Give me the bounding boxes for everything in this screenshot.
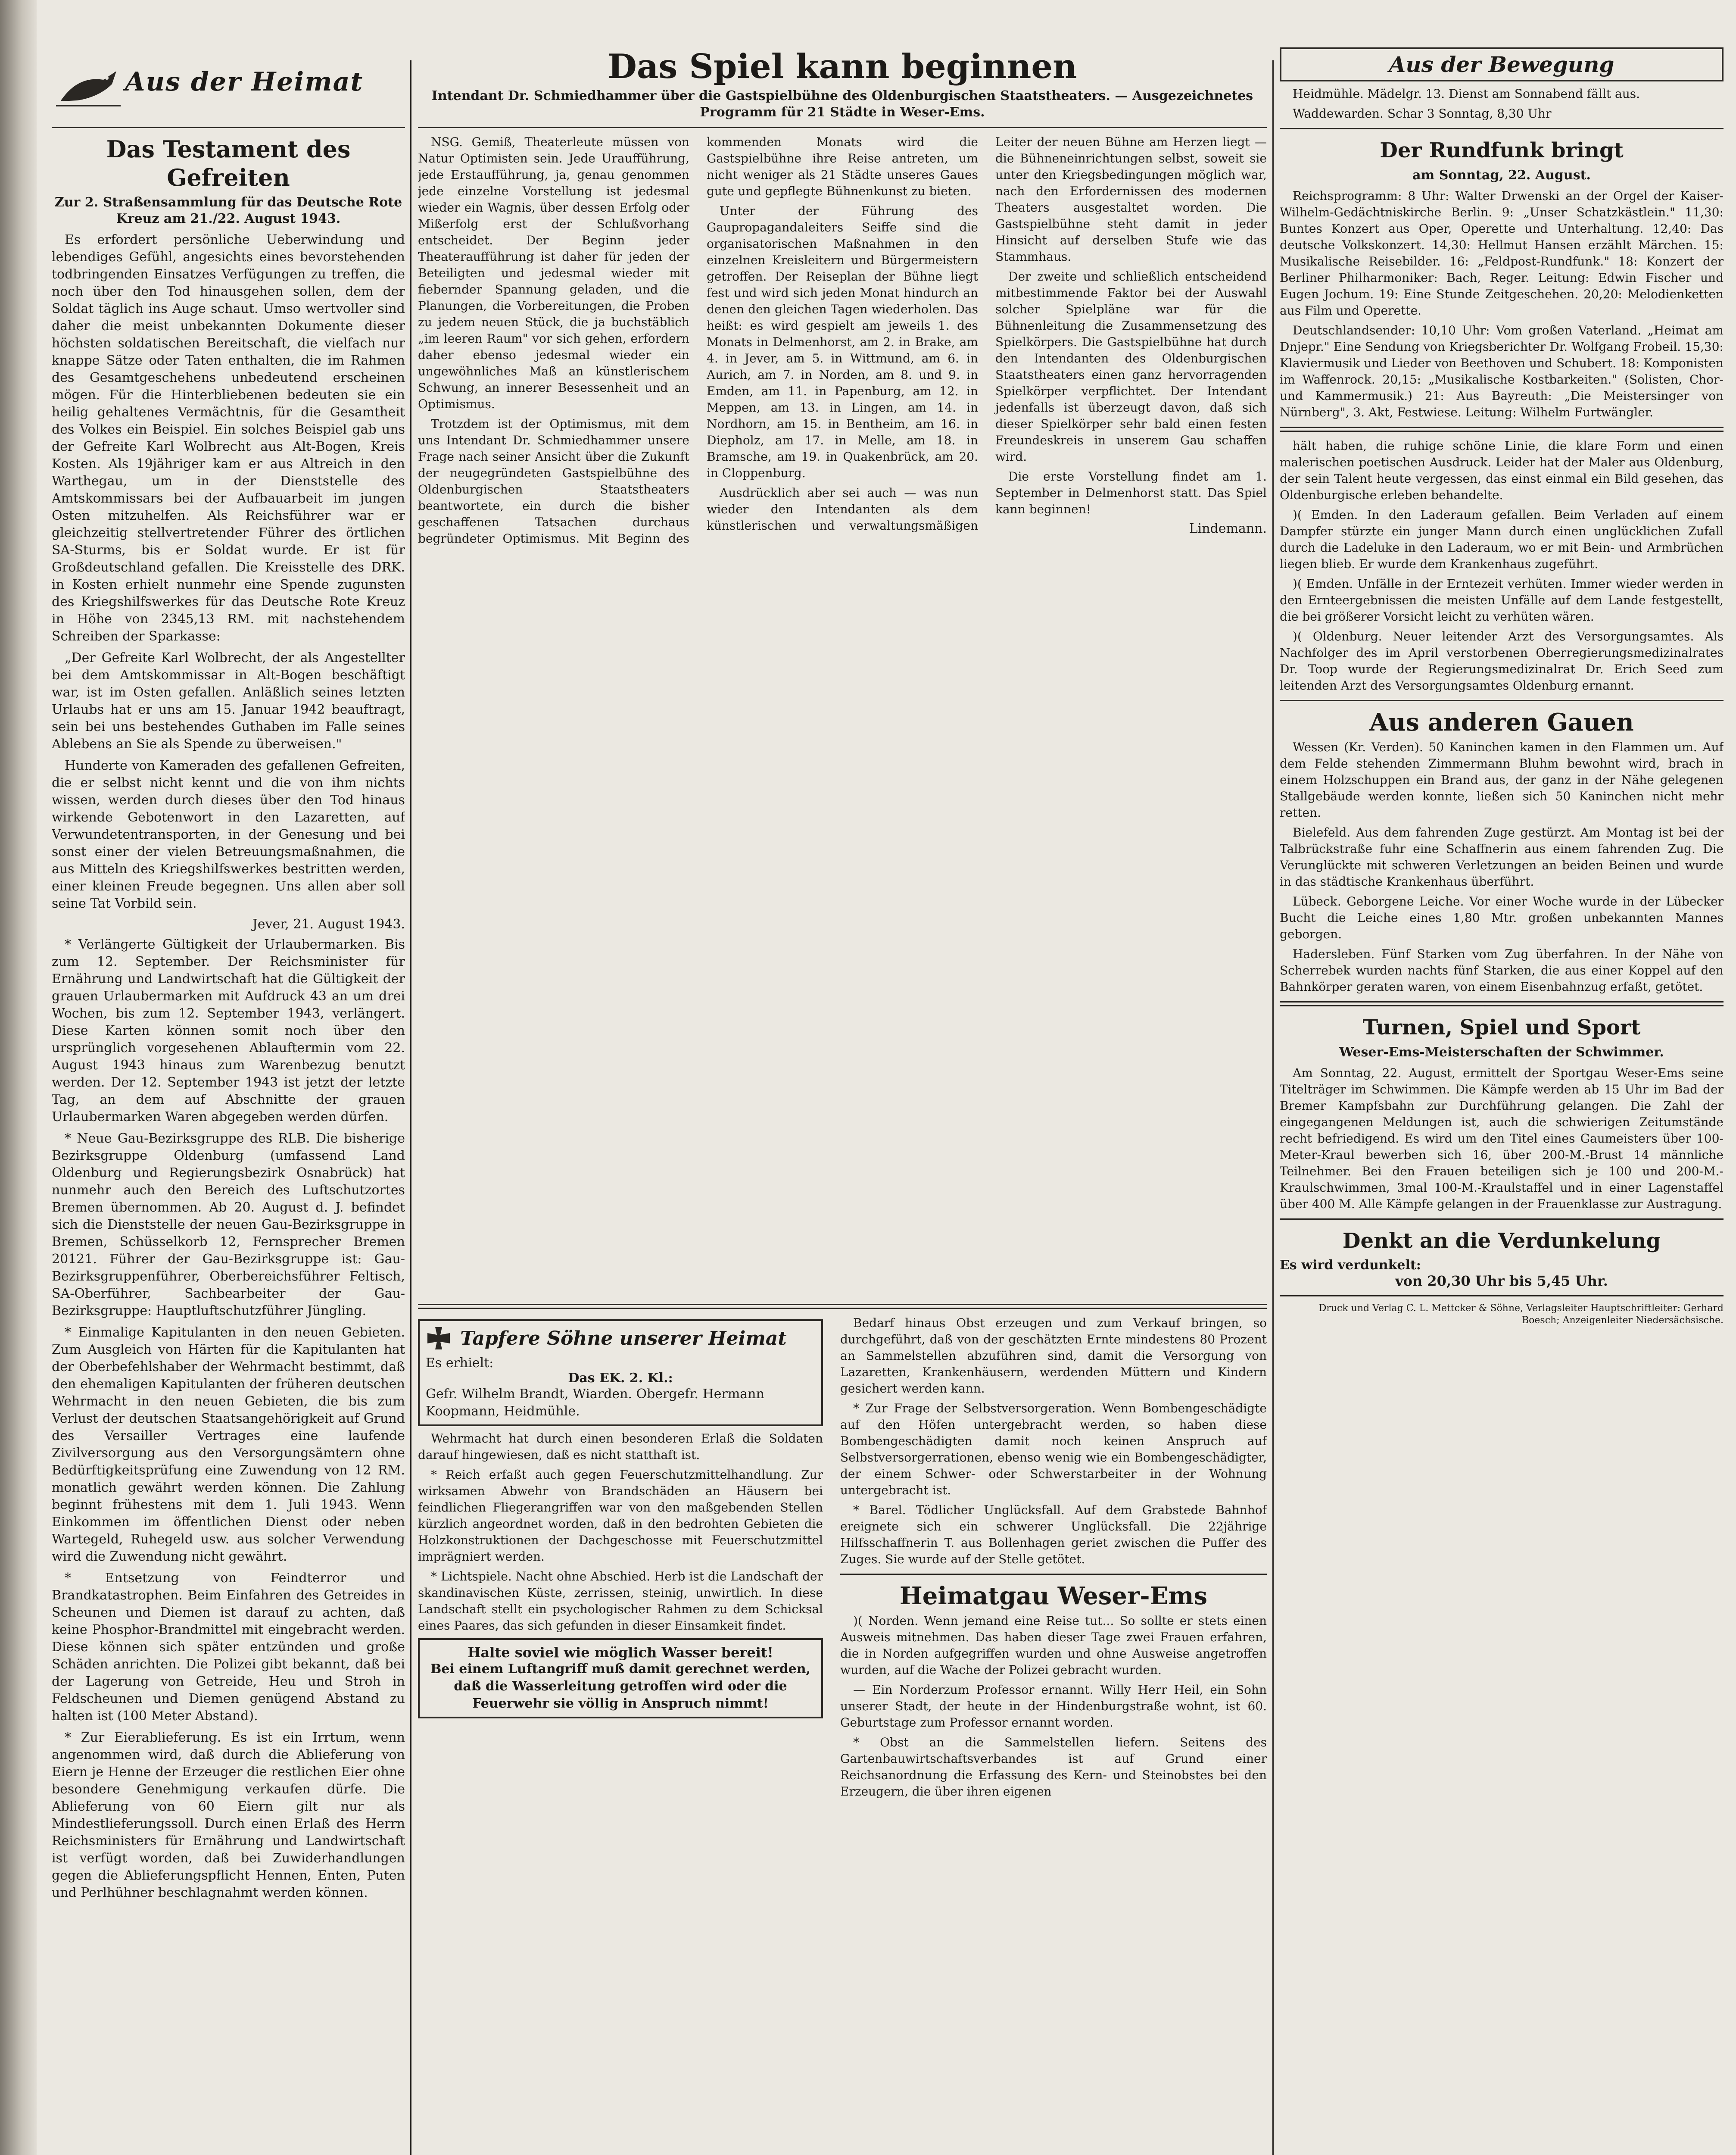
news-note: * Lichtspiele. Nacht ohne Abschied. Herb ist die Landschaft der skandinavischen Küste, zerrissen, steinig, unwirtlich. In diese Landschaft stellt ein psychologischer Rahmen zu dem Schicksal eines Paares, das sich gefunden in dieser Einsamkeit findet. xyxy=(418,1569,823,1633)
section-heading-heimatgau: Heimatgau Weser-Ems xyxy=(899,1582,1208,1610)
news-note: * Zur Frage der Selbstversorgeration. Wenn Bombengeschädigte auf den Höfen untergebracht werden, so haben diese Bombengeschädigten damit noch keinen Anspruch auf Selbstversorgerrationen, ebenso wenig wie ein Bombengeschädigter, der einem Schwer- oder Schwerstarbeiter in der Wohnung untergebracht ist. xyxy=(840,1401,1267,1497)
divider xyxy=(840,1574,1267,1575)
page-binding-shadow xyxy=(0,0,37,2155)
rundfunk-program: Reichsprogramm: 8 Uhr: Walter Drwenski an der Orgel der Kaiser-Wilhelm-Gedächtniskirche Berlin. 9: „Unser Schatzkästlein." 11,30: Buntes Konzert aus Oper, Operette und Unterhaltung. 12,40: Das deutsche Volkskonzert. 14,30: Hellmut Hansen erzählt Märchen. 15: Musikalische Reisebilder. 16: „Feldpost-Rundfunk." 18: Konzert der Berliner Philharmoniker: Bach, Reger. Leitung: Edwin Fischer und Eugen Jochum. 19: Eine Stunde Zeitgeschehen. 20,20: Melodienketten aus Film und Operette. xyxy=(1280,189,1724,318)
local-note: hält haben, die ruhige schöne Linie, die klare Form und einen malerischen poetischen Ausdruck. Leider hat der Maler aus Oldenburg, der sein Talent heute vergessen, das einst einmal ein Bild gesehen, das Oldenburgische erleben behandelte. xyxy=(1280,439,1724,502)
article-paragraph: NSG. Gemiß, Theaterleute müssen von Natur Optimisten sein. Jede Uraufführung, jede Erstaufführung, ja, genau genommen jede einzelne Vorstellung ist jedesmal wieder ein Wagnis, über dessen Erfolg oder Mißerfolg erst der Schlußvorhang entscheidet. Der Beginn jeder Theateraufführung ist daher für jeden der Beteiligten und jedesmal wieder mit fiebernder Spannung geladen, und die Planungen, die Vorbereitungen, die Proben zu jedem neuen Stück, die ja buchstäblich „im leeren Raum" vor sich gehen, erfordern daher ebenso jedesmal wieder ein ungewöhnliches Maß an künstlerischem Schwung, an innerer Besessenheit und an Optimismus. xyxy=(418,135,689,411)
divider xyxy=(1280,128,1724,129)
lower-center-left xyxy=(418,1315,823,1803)
gauen-note: Wessen (Kr. Verden). 50 Kaninchen kamen in den Flammen um. Auf dem Felde stehenden Zimmermann Bluhm bewohnt wird, brach in einem Holzschuppen ein Brand aus, der ganz in der Nähe gelegenen Stallgebäude werden konnte, ließen sich 50 Kaninchen nicht mehr retten. xyxy=(1280,740,1724,820)
main-subhead: Intendant Dr. Schmiedhammer über die Gastspielbühne des Oldenburgischen Staatstheaters. — Ausgezeichnetes Programm für 21 Städte in Weser-Ems. xyxy=(431,88,1253,120)
news-note: * Obst an die Sammelstellen liefern. Seitens des Gartenbauwirtschaftsverbandes ist auf Grund einer Reichsanordnung die Erfassung des Kern- und Steinobstes bei den Erzeugern, die über ihren eigenen xyxy=(840,1735,1267,1799)
water-notice-text: Bei einem Luftangriff muß damit gerechnet werden, daß die Wasserleitung getroffen wird oder die Feuerwehr sie völlig in Anspruch nimmt! xyxy=(430,1662,810,1711)
local-note: )( Oldenburg. Neuer leitender Arzt des Versorgungsamtes. Als Nachfolger des im April verstorbenen Oberregierungsmedizinalrates Dr. Toop wurde der Regierungsmedizinalrat Dr. Erich Seed zum leitenden Arzt des Versorgungsamtes Oldenburg ernannt. xyxy=(1280,629,1724,693)
page-content xyxy=(52,43,1724,2155)
news-note: — Ein Norderzum Professor ernannt. Willy Herr Heil, ein Sohn unserer Stadt, der heute in der Hindenburgstraße wohnt, ist 60. Geburtstage zum Professor ernannt worden. xyxy=(840,1683,1267,1730)
gauen-heading: Aus anderen Gauen xyxy=(1369,708,1634,737)
section-logo-text: Aus der Heimat xyxy=(125,67,364,97)
article-paragraph: Es erfordert persönliche Ueberwindung und lebendiges Gefühl, angesichts eines bevorstehenden todbringenden Einsatzes Verfügungen zu treffen, die noch über den Tod hinausgehen sollen, dem der Soldat täglich ins Auge schaut. Umso wertvoller sind daher die meist unbekannten Dokumente dieser höchsten soldatischen Bereitschaft, die vielfach nur knappe Sätze oder Taten enthalten, die im Rahmen des Gesamtgeschehens unbedeutend erscheinen mögen. Für die Hinterbliebenen bedeuten sie ein heilig gehaltenes Vermächtnis, für die Gesamtheit des Volkes ein Beispiel. Ein solches Beispiel gab uns der Gefreite Karl Wolbrecht aus Alt-Bogen, Kreis Kosten. Als 19jähriger kam er aus Altreich in den Warthegau, um in der Dienststelle des Amtskommissars bei der Aufbauarbeit im jungen Osten mitzuhelfen. Als Reichsführer war er gleichzeitig stellvertretender Führer des örtlichen SA-Sturms, bis er Soldat wurde. Er ist für Großdeutschland gefallen. Die Kreisstelle des DRK. in Kosten erhielt nunmehr eine Spende zugunsten des Kriegshilfswerkes für das Deutsche Rote Kreuz in Höhe von 2345,13 RM. mit nachstehendem Schreiben der Sparkasse: xyxy=(52,232,405,644)
honor-intro: Es erhielt: xyxy=(426,1355,494,1371)
local-note: )( Emden. In den Laderaum gefallen. Beim Verladen auf einem Dampfer stürzte ein junger Mann durch einen unglücklichen Zufall durch die Ladeluke in den Laderaum, wo er mit Bein- und Armbrüchen liegen blieb. Er wurde dem Krankenhaus zugeführt. xyxy=(1280,508,1724,571)
gauen-note: Lübeck. Geborgene Leiche. Vor einer Woche wurde in der Lübecker Bucht die Leiche eines 1,80 Mtr. großen unbekannten Mannes geborgen. xyxy=(1280,894,1724,941)
divider xyxy=(52,127,405,128)
lower-center-right xyxy=(840,1315,1267,1803)
imprint: Druck und Verlag C. L. Mettcker & Söhne, Verlagsleiter Hauptschriftleiter: Gerhard Boesch; Anzeigenleiter Niedersächsische. xyxy=(1318,1303,1724,1326)
rundfunk-date: am Sonntag, 22. August. xyxy=(1412,168,1591,183)
section-logo xyxy=(52,43,405,121)
verdunkelung-text: Es wird verdunkelt: xyxy=(1280,1258,1421,1273)
article-subhead: Zur 2. Straßensammlung für das Deutsche Rote Kreuz am 21./22. August 1943. xyxy=(54,195,402,226)
sport-heading: Turnen, Spiel und Sport xyxy=(1362,1015,1641,1040)
article-headline: Das Testament des Gefreiten xyxy=(106,135,351,191)
news-note: Wehrmacht hat durch einen besonderen Erlaß die Soldaten darauf hingewiesen, daß es nicht statthaft ist. xyxy=(418,1431,823,1462)
column-right xyxy=(1280,43,1724,2155)
divider-double xyxy=(418,1304,1267,1309)
gauen-note: Hadersleben. Fünf Starken vom Zug überfahren. In der Nähe von Scherrebek wurden nachts fünf Starken, die aus einer Koppel auf den Bahnkörper geraten waren, von einem Eisenbahnzug erfaßt, getötet. xyxy=(1280,947,1724,994)
bewegung-title: Aus der Bewegung xyxy=(1389,52,1614,77)
column-left xyxy=(52,43,405,2155)
divider xyxy=(1280,1218,1724,1220)
news-note: Bedarf hinaus Obst erzeugen und zum Verkauf bringen, so durchgeführt, daß von der geschätzten Ernte mindestens 80 Prozent an Sammelstellen abzuführen sind, damit die Versorgung von Lazaretten, Krankenhäusern, werdenden Müttern und Kindern gesichert werden kann. xyxy=(840,1316,1267,1396)
sport-subhead: Weser-Ems-Meisterschaften der Schwimmer. xyxy=(1339,1045,1664,1060)
column-rule xyxy=(1272,60,1274,2155)
gauen-note: Bielefeld. Aus dem fahrenden Zuge gestürzt. Am Montag ist bei der Talbrückstraße fuhr eine Schaffnerin aus einem fahrenden Zug. Die Verunglückte mit schweren Verletzungen an beiden Beinen und wurde in das städtische Krankenhaus überführt. xyxy=(1280,825,1724,889)
news-note: * Barel. Tödlicher Unglücksfall. Auf dem Grabstede Bahnhof ereignete sich ein schwerer Unglücksfall. Die 22jährige Hilfsschaffnerin T. aus Bollenhagen geriet zwischen die Puffer des Zuges. Sie wurde auf der Stelle getötet. xyxy=(840,1503,1267,1566)
dateline: Jever, 21. August 1943. xyxy=(252,917,405,932)
article-paragraph: Trotzdem ist der Optimismus, mit dem uns Intendant Dr. Schmiedhammer unsere Frage nach seiner Ansicht über die Zukunft der neugegründeten Gastspielbühne des Oldenburgischen Staatstheaters beantwortete, ein durch die bisher geschaffenen Tatsachen durchaus begründeter Optimismus. Mit Beginn des kommenden Monats wird die Gastspielbühne ihre Reise antreten, um nicht weniger als 21 Städte unseres Gaues gute und gepflegte Bühnenkunst zu bieten. xyxy=(418,135,978,546)
honor-box xyxy=(418,1319,823,1426)
article-paragraph: Ausdrücklich aber sei auch — was nun wieder den Intendanten als dem künstlerischen und verwaltungsmäßigen Leiter der neuen Bühne am Herzen liegt — die Bühneneinrichtungen selbst, soweit sie unter den Kriegsbedingungen möglich war, nach den Erfordernissen des modernen Theaters ausgestaltet worden. Die Gastspielbühne steht damit in jeder Hinsicht auf derselben Stufe wie das Stammhaus. xyxy=(707,135,1267,533)
honor-names: Gefr. Wilhelm Brandt, Wiarden. Obergefr. Hermann Koopmann, Heidmühle. xyxy=(426,1387,764,1419)
rundfunk-program: Deutschlandsender: 10,10 Uhr: Vom großen Vaterland. „Heimat am Dnjepr." Eine Sendung von Kriegsberichter Dr. Wolfgang Frobeil. 15,30: Klaviermusik und Lieder von Beethoven und Schubert. 18: Komponisten im Waffenrock. 20,15: „Musikalische Kostbarkeiten." (Solisten, Chor- und Kammermusik.) 21: Aus Bayreuth: „Die Meistersinger von Nürnberg", 3. Akt, Festwiese. Leitung: Wilhelm Furtwängler. xyxy=(1280,323,1724,419)
article-paragraph: Unter der Führung des Gaupropagandaleiters Seiffe sind die organisatorischen Maßnahmen in den einzelnen Kreisleitern und Bürgermeistern getroffen. Der Reiseplan der Bühne liegt fest und wird sich jeden Monat hindurch an denen den gleichen Tagen wiederholen. Das heißt: es wird gespielt am jeweils 1. des Monats in Delmenhorst, am 2. in Brake, am 4. in Jever, am 5. in Wittmund, am 6. in Aurich, am 7. in Norden, am 8. und 9. in Emden, am 11. in Papenburg, am 12. in Meppen, am 13. in Lingen, am 14. in Nordhorn, am 15. in Bentheim, am 16. in Diepholz, am 17. in Melle, am 18. in Bramsche, am 19. in Quakenbrück, am 20. in Cloppenburg. xyxy=(707,204,978,480)
iron-cross-icon xyxy=(426,1325,452,1351)
divider-double xyxy=(1280,1001,1724,1006)
local-note: )( Emden. Unfälle in der Erntezeit verhüten. Immer wieder werden in den Ernteergebnissen die meisten Unfälle auf dem Lande festgestellt, die bei größerer Vorsicht leicht zu verhüten wären. xyxy=(1280,577,1724,624)
verdunkelung-time: von 20,30 Uhr bis 5,45 Uhr. xyxy=(1395,1273,1608,1289)
main-headline: Das Spiel kann beginnen xyxy=(608,47,1077,86)
bewegung-note: Heidmühle. Mädelgr. 13. Dienst am Sonnabend fällt aus. xyxy=(1293,87,1640,101)
honor-header xyxy=(426,1325,815,1351)
article-paragraph: „Der Gefreite Karl Wolbrecht, der als Angestellter bei dem Amtskommissar in Alt-Bogen beschäftigt war, ist im Osten gefallen. Anläßlich seines letzten Urlaubs hat er uns am 15. Januar 1942 beauftragt, sein bei uns bestehendes Guthaben im Falle seines Ablebens an Sie als Spende zu überweisen." xyxy=(52,650,405,752)
column-rule xyxy=(410,60,411,2155)
rundfunk-heading: Der Rundfunk bringt xyxy=(1380,138,1624,162)
divider xyxy=(1280,1295,1724,1296)
column-center xyxy=(418,43,1267,2155)
bewegung-note: Waddewarden. Schar 3 Sonntag, 8,30 Uhr xyxy=(1293,106,1552,121)
news-note: )( Norden. Wenn jemand eine Reise tut... So sollte er stets einen Ausweis mitnehmen. Das haben dieser Tage zwei Frauen erfahren, die in Norden aufgegriffen wurden und ohne Ausweise angetroffen wurden, auf die Wache der Polizei gebracht wurden. xyxy=(840,1614,1267,1677)
news-note: * Verlängerte Gültigkeit der Urlaubermarken. Bis zum 12. September. Der Reichsminister für Ernährung und Landwirtschaft hat die Gültigkeit der grauen Urlaubermarken mit Aufdruck 43 an um drei Wochen, bis zum 12. September 1943, verlängert. Diese Karten können somit noch über den ursprünglich vorgesehenen Ablauftermin vom 22. August 1943 hinaus zum Warenbezug benutzt werden. Der 12. September 1943 ist jetzt der letzte Tag, an dem auf Abschnitte der grauen Urlaubermarken Waren abgegeben werden dürfen. xyxy=(52,937,405,1124)
bewegung-header-box xyxy=(1280,47,1724,81)
main-article-body xyxy=(418,134,1267,1298)
sport-paragraph: Am Sonntag, 22. August, ermittelt der Sportgau Weser-Ems seine Titelträger im Schwimmen. Die Kämpfe werden ab 15 Uhr im Bad der Bremer Kampfsbahn zur Durchführung gelangen. Die Zahl der eingegangenen Meldungen ist, auch die schwierigen Zeitumstände recht befriedigend. Es wird um den Titel eines Gaumeisters über 100-Meter-Kraul bewerben sich 16, über 200-M.-Brust 14 männliche Teilnehmer. Bei den Frauen beteiligen sich je 100 und 200-M.-Kraulschwimmen, 3mal 100-M.-Kraulstaffel und in einer Lagenstaffel über 400 M. Alle Kämpfe gelangen in der Frauenklasse zur Austragung. xyxy=(1280,1066,1724,1211)
news-note: * Reich erfaßt auch gegen Feuerschutzmittelhandlung. Zur wirksamen Abwehr von Brandschäden an Häusern bei feindlichen Fliegerangriffen war von den maßgebenden Stellen kürzlich angeordnet worden, daß in den bedrohten Gebieten die Holzkonstruktionen der Dachgeschosse mit Feuerschutzmittel imprägniert werden. xyxy=(418,1468,823,1564)
divider xyxy=(418,127,1267,128)
article-signature: Lindemann. xyxy=(1189,521,1267,536)
divider-double xyxy=(1280,427,1724,432)
lower-center-area xyxy=(418,1315,1267,1803)
article-paragraph: Hunderte von Kameraden des gefallenen Gefreiten, die er selbst nicht kennt und die von ihm nichts wissen, werden durch dieses über den Tod hinaus wirkende Gebotenwort in den Lazaretten, auf Verwundetentransporten, in der Genesung und bei sonst einer der vielen Betreuungsmaßnahmen, die aus Mitteln des Kriegshilfswerkes bestritten werden, einer kleinen Freude begegnen. Uns allen aber soll seine Tat Vorbild sein. xyxy=(52,758,405,911)
honor-award: Das EK. 2. Kl.: xyxy=(568,1371,673,1386)
news-note: * Neue Gau-Bezirksgruppe des RLB. Die bisherige Bezirksgruppe Oldenburg (umfassend Land Oldenburg und Regierungsbezirk Osnabrück) hat nunmehr auch den Bereich des Luftschutzortes Bremen übernommen. Ab 20. August d. J. befindet sich die Dienststelle der neuen Gau-Bezirksgruppe in Bremen, Schüsselkorb 12, Fernsprecher Bremen 20121. Führer der Gau-Bezirksgruppe ist: Gau-Bezirksgruppenführer, Oberbereichsführer Feltisch, SA-Oberführer, Sachbearbeiter der Gau-Bezirksgruppe: Hauptluftschutzführer Jüngling. xyxy=(52,1131,405,1318)
bird-logo-icon xyxy=(52,50,125,114)
news-note: * Zur Eierablieferung. Es ist ein Irrtum, wenn angenommen wird, daß durch die Ablieferung von Eiern je Henne der Erzeuger die restlichen Eier ohne besondere Genehmigung verkaufen dürfe. Die Ablieferung von 60 Eiern gilt nur als Mindestlieferungssoll. Durch einen Erlaß des Herrn Reichsministers für Ernährung und Landwirtschaft ist verfügt worden, daß bei Zuwiderhandlungen gegen die Ablieferungspflicht Hennen, Enten, Puten und Perlhühner beschlagnahmt werden können. xyxy=(52,1730,405,1900)
divider xyxy=(1280,700,1724,701)
news-note: * Entsetzung von Feindterror und Brandkatastrophen. Beim Einfahren des Getreides in Scheunen und Diemen ist darauf zu achten, daß keine Phosphor-Brandmittel mit eingebracht werden. Diese können sich später entzünden und große Schäden anrichten. Die Polizei gibt bekannt, daß bei der Lagerung von Getreide, Heu und Stroh in Feldscheunen und Diemen genügend Abstand zu halten ist (100 Meter Abstand). xyxy=(52,1571,405,1724)
honor-title: Tapfere Söhne unserer Heimat xyxy=(460,1327,787,1349)
news-note: * Einmalige Kapitulanten in den neuen Gebieten. Zum Ausgleich von Härten für die Kapitulanten hat der Oberbefehlshaber der Wehrmacht bestimmt, daß den ehemaligen Kapitulanten der früheren deutschen Wehrmacht in den neuen Gebieten, die bis zum Verlust der deutschen Staatsangehörigkeit auf Grund des Versailler Vertrages eine laufende Zivilversorgung aus den Versorgungsämtern ohne Bedürftigkeitsprüfung eine Zuwendung von 12 RM. monatlich gewährt werden können. Die Zahlung beginnt frühestens mit dem 1. Juli 1943. Wenn Einkommen im öffentlichen Dienst oder neben Wartegeld, Ruhegeld usw. aus solcher Verwendung wird die Zuwendung nicht gewährt. xyxy=(52,1325,405,1564)
verdunkelung-heading: Denkt an die Verdunkelung xyxy=(1342,1229,1661,1253)
water-notice-box xyxy=(418,1638,823,1718)
article-paragraph: Die erste Vorstellung findet am 1. September in Delmenhorst statt. Das Spiel kann beginnen! xyxy=(995,469,1267,516)
article-paragraph: Der zweite und schließlich entscheidend mitbestimmende Faktor bei der Auswahl solcher Spielpläne war für die Bühnenleitung die Zusammensetzung des Spielkörpers. Die Gastspielbühne hat durch den Intendanten des Oldenburgischen Staatstheaters einen ganz hervorragenden Spielkörper verpflichtet. Der Intendant jedenfalls ist überzeugt davon, daß sich dieser Spielkörper sehr bald einen festen Freundeskreis in unserem Gau schaffen wird. xyxy=(995,269,1267,464)
water-notice-title: Halte soviel wie möglich Wasser bereit! xyxy=(468,1644,773,1661)
